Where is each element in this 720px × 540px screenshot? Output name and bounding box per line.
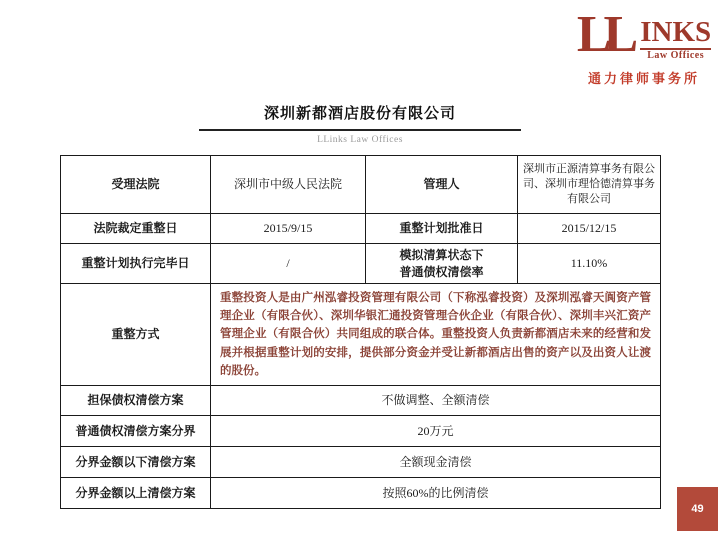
table-row — [61, 214, 661, 244]
title-underline — [199, 129, 521, 131]
cell-value-above-threshold-plan: 按照60%的比例清偿 — [211, 478, 661, 509]
cell-value-plan-approval-date: 2015/12/15 — [518, 214, 661, 244]
cell-value-secured-claims-plan: 不做调整、全额清偿 — [211, 386, 661, 416]
logo-tagline: Law Offices — [640, 48, 711, 61]
cell-value-simulated-liquidation-rate: 11.10% — [518, 244, 661, 284]
table-row — [61, 416, 661, 447]
cell-label-ordinary-claims-threshold: 普通债权清偿方案分界 — [61, 416, 211, 447]
cell-value-restructuring-method: 重整投资人是由广州泓睿投资管理有限公司（下称泓睿投资）及深圳泓睿天阆资产管理企业（有限合伙）、深圳华银汇通投资管理合伙企业（有限合伙）、深圳丰兴汇资产管理企业（有限合伙）共同组成的联合体。重整投资人负责新都酒店未来的经营和发展并根据重整计划的安排，提供部分资金并受让新都酒店出售的资产以及出资人让渡的股份。 — [211, 284, 661, 386]
page-subtitle: LLinks Law Offices — [317, 135, 403, 145]
cell-label-below-threshold-plan: 分界金额以下清偿方案 — [61, 447, 211, 478]
cell-label-above-threshold-plan: 分界金额以上清偿方案 — [61, 478, 211, 509]
cell-value-court: 深圳市中级人民法院 — [211, 156, 366, 214]
cell-value-ruling-date: 2015/9/15 — [211, 214, 366, 244]
cell-value-completion-date: / — [211, 244, 366, 284]
table-row — [61, 156, 661, 214]
logo-inks-text: INKS — [640, 16, 712, 48]
table-row — [61, 284, 661, 386]
page-title: 深圳新都酒店股份有限公司 — [263, 106, 456, 122]
cell-label-restructuring-method: 重整方式 — [61, 284, 211, 386]
cell-label-simulated-liquidation-rate — [366, 244, 518, 284]
cell-label-completion-date: 重整计划执行完毕日 — [61, 244, 211, 284]
cell-label-plan-approval-date: 重整计划批准日 — [366, 214, 518, 244]
logo-ll-monogram: LL — [576, 6, 631, 63]
title-block — [0, 102, 720, 145]
label-line-1: 模拟清算状态下 — [399, 248, 484, 263]
table-row — [61, 244, 661, 284]
cell-label-administrator: 管理人 — [366, 156, 518, 214]
table-row — [61, 386, 661, 416]
label-line-2: 普通债权清偿率 — [399, 264, 484, 279]
cell-label-secured-claims-plan: 担保债权清偿方案 — [61, 386, 211, 416]
cell-value-administrator: 深圳市正源清算事务有限公司、深圳市理恰德清算事务有限公司 — [518, 156, 661, 214]
llinks-logo — [576, 6, 712, 87]
page-number-badge: 49 — [677, 487, 718, 531]
restructuring-info-table — [60, 155, 661, 509]
table-row — [61, 478, 661, 509]
cell-label-court: 受理法院 — [61, 156, 211, 214]
logo-right-block — [640, 18, 711, 61]
table-row — [61, 447, 661, 478]
cell-value-below-threshold-plan: 全额现金清偿 — [211, 447, 661, 478]
logo-chinese-name: 通力律师事务所 — [587, 71, 700, 86]
cell-value-ordinary-claims-threshold: 20万元 — [211, 416, 661, 447]
llinks-wordmark — [576, 6, 712, 63]
cell-label-ruling-date: 法院裁定重整日 — [61, 214, 211, 244]
